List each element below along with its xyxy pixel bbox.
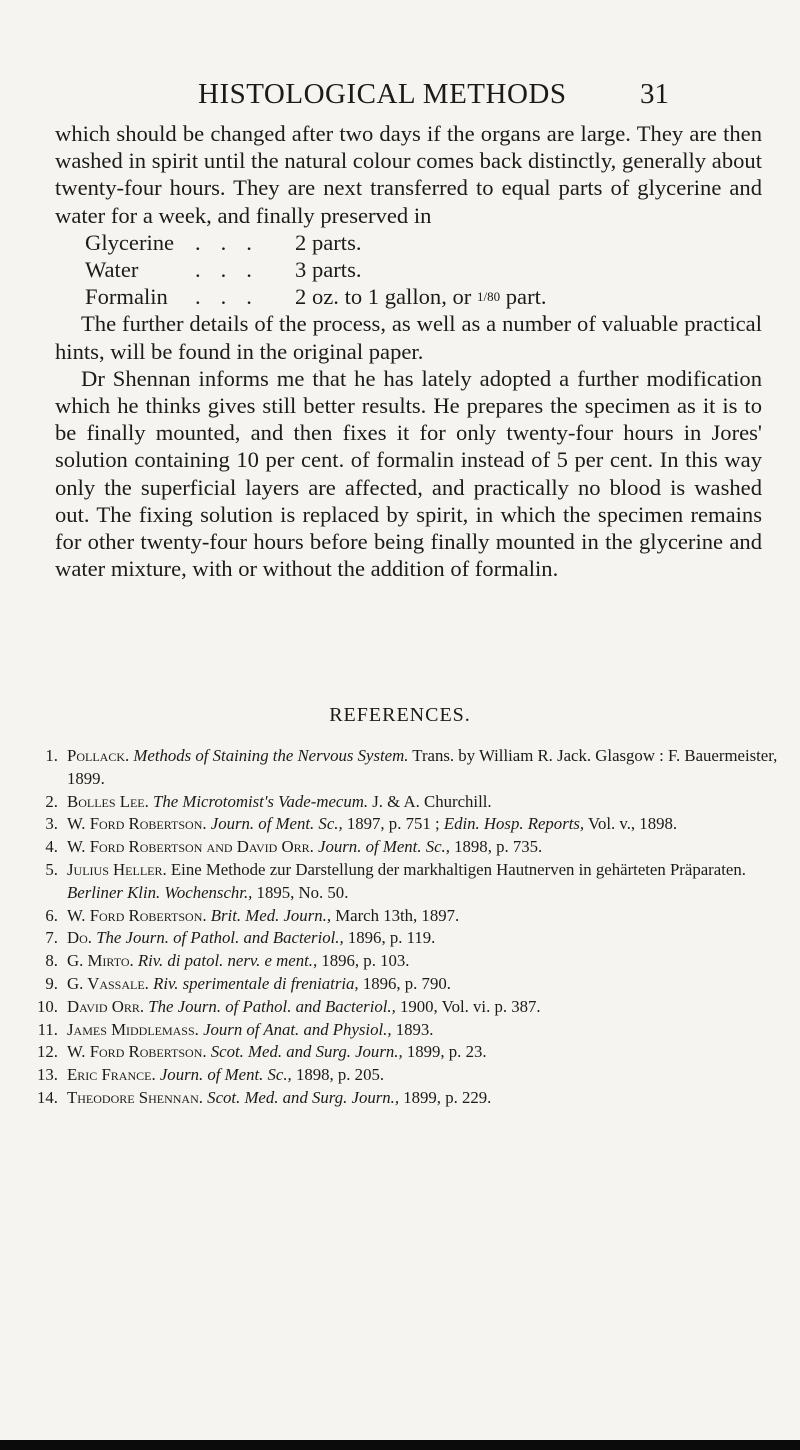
reference-title: Journ. of Ment. Sc., — [210, 814, 343, 834]
reference-number: 8. — [45, 951, 58, 971]
recipe-quantity — [295, 283, 547, 310]
leader-dots: ... — [195, 257, 272, 282]
reference-item — [28, 996, 778, 1019]
reference-title: Berliner Klin. Wochenschr., — [67, 882, 253, 902]
recipe-list — [55, 229, 762, 311]
reference-author: G. Vassale. — [67, 973, 149, 993]
reference-author: W. Ford Robertson. — [67, 905, 207, 925]
reference-text — [67, 1064, 778, 1087]
reference-text — [67, 859, 778, 905]
reference-text — [67, 996, 778, 1019]
reference-details: 1893. — [391, 1019, 434, 1039]
reference-number: 3. — [45, 814, 58, 834]
reference-title: Riv. sperimentale di freniatria, — [153, 973, 359, 993]
paragraph: The further details of the process, as well as a number of valuable practical hints, will be found in the original paper. — [55, 311, 762, 364]
reference-title: Methods of Staining the Nervous System. — [133, 746, 409, 765]
reference-title: The Journ. of Pathol. and Bacteriol., — [96, 928, 344, 948]
recipe-ingredient: Formalin — [85, 284, 168, 310]
reference-number: 5. — [45, 859, 58, 879]
reference-author: Pollack. — [67, 746, 130, 765]
recipe-ingredient: Water — [85, 257, 139, 282]
reference-number: 11. — [37, 1019, 58, 1039]
reference-author: Eric France. — [67, 1065, 156, 1085]
reference-title: Journ. of Ment. Sc., — [318, 837, 450, 857]
reference-number: 2. — [45, 791, 58, 811]
reference-title: Journ. of Ment. Sc., — [159, 1065, 292, 1085]
reference-item — [28, 905, 778, 928]
reference-details: 1896, p. 103. — [317, 951, 410, 971]
reference-text — [67, 973, 778, 996]
reference-details: 1895, No. 50. — [252, 882, 349, 902]
reference-text — [67, 1087, 778, 1110]
recipe-row — [55, 283, 762, 310]
page-edge-bar — [0, 1440, 800, 1450]
reference-number: 10. — [37, 996, 58, 1016]
reference-details: Vol. v., 1898. — [584, 814, 678, 834]
reference-item — [28, 745, 778, 791]
reference-text — [67, 927, 778, 950]
reference-text — [67, 836, 778, 859]
quantity-text: 2 oz. to 1 gallon, or — [295, 284, 472, 310]
page-header — [0, 74, 800, 114]
reference-details: 1898, p. 205. — [291, 1065, 385, 1085]
reference-number: 1. — [45, 746, 58, 765]
fraction: 1/80 — [476, 289, 501, 305]
reference-title: Journ of Anat. and Physiol., — [203, 1019, 392, 1039]
reference-number: 4. — [45, 837, 58, 857]
reference-number: 12. — [37, 1042, 58, 1062]
reference-text — [67, 745, 778, 791]
reference-item — [28, 1019, 778, 1042]
leader-dots: ... — [195, 284, 272, 310]
reference-details: 1896, p. 119. — [343, 928, 436, 948]
reference-details: 1897, p. 751 ; — [342, 814, 444, 834]
reference-author: David Orr. — [67, 996, 145, 1016]
reference-text — [67, 950, 778, 973]
paragraph: Dr Shennan informs me that he has lately adopted a further modification which he thinks gives still better results. He prepares the specimen as it is to be finally mounted, and then fixes it for only twenty-four hours in Jores' solution containing 10 per cent. of formalin instead of 5 per cent. In this way only the superficial layers are affected, and practically no blood is washed out. The fixing solution is replaced by spirit, in which the specimen remains for other twenty-four hours before being finally mounted in the glycerine and water mixture, with or without the addition of formalin. — [55, 365, 762, 582]
running-title: HISTOLOGICAL METHODS — [198, 78, 567, 110]
reference-title: Scot. Med. and Surg. Journ., — [210, 1042, 403, 1062]
reference-title: Riv. di patol. nerv. e ment., — [137, 951, 318, 971]
reference-author: Julius Heller. — [67, 859, 167, 879]
reference-details: 1896, p. 790. — [358, 973, 451, 993]
reference-author: G. Mirto. — [67, 951, 134, 971]
reference-details: Eine Methode zur Darstellung der markhaltigen Hautnerven in gehärteten Präparaten. — [170, 859, 746, 879]
recipe-row — [55, 229, 762, 256]
quantity-tail: part. — [500, 284, 547, 310]
reference-details: 1900, Vol. vi. p. 387. — [395, 996, 541, 1016]
reference-text — [67, 791, 778, 814]
reference-number: 14. — [37, 1087, 58, 1107]
references-list — [28, 745, 778, 1110]
reference-number: 13. — [37, 1065, 58, 1085]
reference-item — [28, 927, 778, 950]
reference-text — [67, 905, 778, 928]
leader-dots: ... — [195, 229, 272, 255]
reference-item — [28, 1041, 778, 1064]
reference-text — [67, 813, 778, 836]
references-heading: REFERENCES. — [329, 704, 471, 726]
reference-number: 7. — [45, 928, 58, 948]
reference-item — [28, 973, 778, 996]
page-number: 31 — [640, 78, 669, 110]
reference-item — [28, 1087, 778, 1110]
reference-author: W. Ford Robertson and David Orr. — [67, 837, 314, 857]
reference-title: Brit. Med. Journ., — [210, 905, 332, 925]
reference-text — [67, 1019, 778, 1042]
reference-item — [28, 813, 778, 836]
reference-title: The Microtomist's Vade-mecum. — [153, 791, 369, 811]
reference-author: W. Ford Robertson. — [67, 814, 207, 834]
reference-title: Edin. Hosp. Reports, — [443, 814, 585, 834]
reference-author: Do. — [67, 928, 92, 948]
recipe-quantity: 3 parts. — [295, 257, 362, 282]
reference-item — [28, 791, 778, 814]
reference-details: 1898, p. 735. — [449, 837, 543, 857]
reference-details: 1899, p. 229. — [399, 1087, 492, 1107]
reference-item — [28, 859, 778, 905]
reference-item — [28, 1064, 778, 1087]
reference-item — [28, 950, 778, 973]
reference-details: 1899, p. 23. — [402, 1042, 487, 1062]
reference-author: Theodore Shennan. — [67, 1087, 203, 1107]
paragraph: which should be changed after two days if the organs are large. They are then washed in spirit until the natural colour comes back distinctly, generally about twenty-four hours. They are next transferred to equal parts of glycerine and water for a week, and finally preserved in — [55, 121, 762, 228]
reference-details: Trans. by William R. Jack. Glasgow : F. Bauermeister, 1899. — [67, 746, 778, 788]
reference-details: J. & A. Churchill. — [368, 791, 492, 811]
reference-details: March 13th, 1897. — [331, 905, 460, 925]
body-text — [55, 120, 762, 582]
reference-author: James Middlemass. — [67, 1019, 199, 1039]
recipe-row — [55, 256, 762, 283]
reference-title: The Journ. of Pathol. and Bacteriol., — [148, 996, 396, 1016]
reference-text — [67, 1041, 778, 1064]
reference-number: 6. — [45, 905, 58, 925]
recipe-ingredient: Glycerine — [85, 229, 175, 255]
recipe-quantity: 2 parts. — [295, 229, 362, 255]
reference-title: Scot. Med. and Surg. Journ., — [207, 1087, 400, 1107]
reference-author: W. Ford Robertson. — [67, 1042, 207, 1062]
reference-item — [28, 836, 778, 859]
reference-number: 9. — [45, 973, 58, 993]
reference-author: Bolles Lee. — [67, 791, 149, 811]
